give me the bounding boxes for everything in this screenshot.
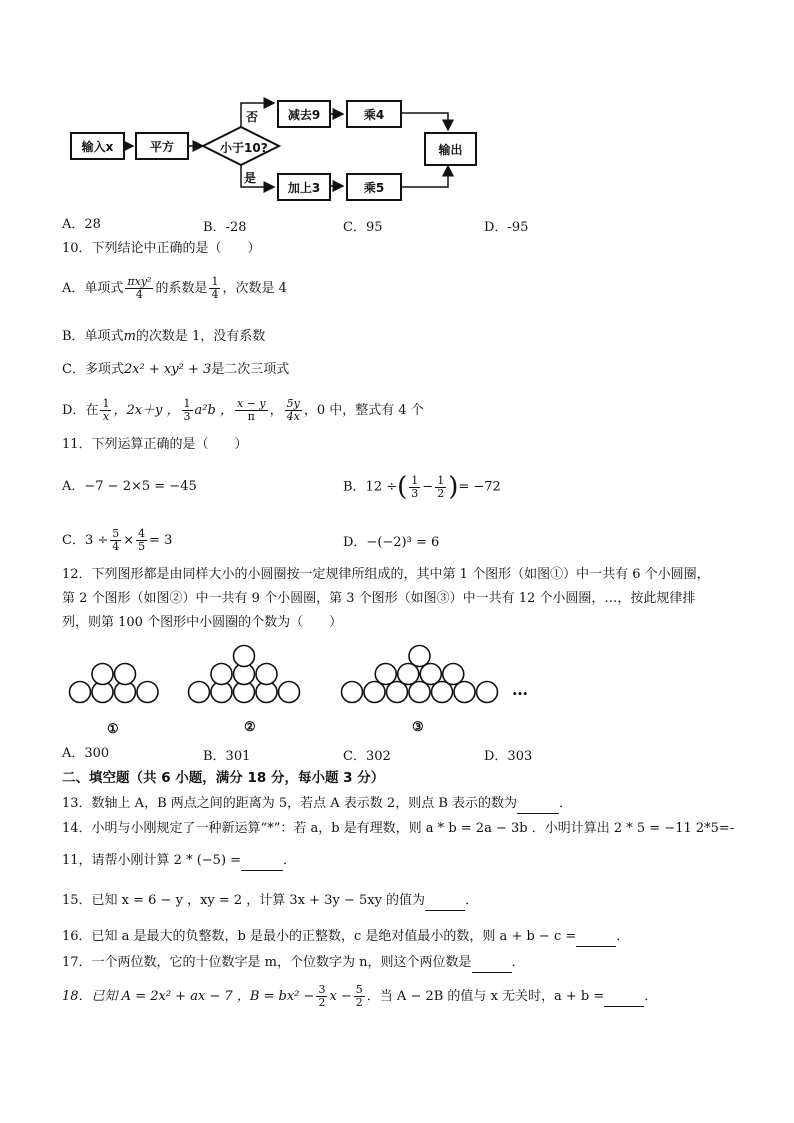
q11-b-suffix: = −72 bbox=[458, 479, 501, 495]
q10-option-d bbox=[62, 398, 424, 423]
q12-option-a: A．300 bbox=[62, 746, 110, 761]
q10-c-prefix: C．多项式 bbox=[62, 362, 124, 377]
q18-frac2 bbox=[354, 984, 365, 1009]
q10-option-b bbox=[62, 328, 265, 346]
q10-stem: 10．下列结论中正确的是（ ） bbox=[62, 241, 261, 256]
q11-c-prefix: C．3 ÷ bbox=[62, 533, 109, 548]
q17 bbox=[62, 954, 525, 973]
flow-times5-label: 乘5 bbox=[363, 180, 385, 195]
q12-option-b: B．301 bbox=[203, 749, 251, 764]
q10-d-frac4-num: x − y bbox=[236, 397, 266, 410]
q10-d-frac4 bbox=[235, 398, 268, 423]
q10-d-term3: a²b ， bbox=[194, 403, 233, 418]
q18-post: ．当 A − 2B 的值与 x 无关时，a + b = bbox=[366, 989, 605, 1004]
q16-end: ． bbox=[616, 929, 630, 944]
pattern-ellipsis: … bbox=[512, 680, 528, 699]
q10-d-suffix: ，0 中，整式有 4 个 bbox=[303, 403, 424, 418]
q10-option-a bbox=[62, 276, 287, 301]
q14-line1: 14．小明与小刚规定了一种新运算“*”：若 a，b 是有理数，则 a * b = 2a − 3b ．小明计算出 2 * 5 = −11 2*5=- bbox=[62, 821, 735, 836]
q11-stem: 11．下列运算正确的是（ ） bbox=[62, 437, 248, 452]
q16-answer-blank[interactable] bbox=[576, 928, 616, 947]
pattern-circle bbox=[234, 646, 255, 667]
fig-label-2: ② bbox=[244, 720, 256, 735]
q17-end: ． bbox=[511, 955, 525, 970]
pattern-circle bbox=[409, 682, 430, 703]
q15-answer-blank[interactable] bbox=[425, 892, 465, 911]
q10-d-frac5-num: 5y bbox=[286, 397, 300, 410]
pattern-circle bbox=[375, 664, 396, 685]
q10-a-prefix: A．单项式 bbox=[62, 281, 124, 296]
q10-d-term2: ，2x＋y ， bbox=[113, 403, 180, 418]
pattern-circle bbox=[443, 664, 464, 685]
q11-option-d: D．−(−2)³ = 6 bbox=[343, 535, 440, 550]
flow-times4-label: 乘4 bbox=[363, 107, 385, 122]
q11-c-frac1-den: 4 bbox=[112, 540, 120, 553]
q14-line2 bbox=[62, 852, 296, 871]
q10-c-expression: 2x² + xy² + 3 bbox=[123, 362, 212, 377]
q10-a-middle: 的系数是 bbox=[155, 281, 208, 296]
flow-decision-label: 小于10? bbox=[220, 141, 268, 155]
flow-plus3-box bbox=[277, 173, 331, 201]
q11-b-frac1 bbox=[409, 475, 420, 500]
q18-answer-blank[interactable] bbox=[604, 988, 644, 1007]
q11-option-a: A．−7 − 2×5 = −45 bbox=[62, 479, 197, 494]
q10-d-frac1-num: 1 bbox=[102, 397, 110, 410]
pattern-circle bbox=[387, 682, 408, 703]
flow-minus9-label: 减去9 bbox=[287, 107, 321, 122]
q18-frac1-num: 3 bbox=[318, 983, 326, 996]
pattern-circle bbox=[409, 646, 430, 667]
q14-answer-blank[interactable] bbox=[241, 852, 283, 871]
flow-no-label: 否 bbox=[246, 110, 259, 124]
q11-c-frac1 bbox=[110, 528, 121, 553]
q10-d-frac1 bbox=[100, 398, 111, 423]
q10-d-frac3-num: 1 bbox=[183, 397, 191, 410]
q17-answer-blank[interactable] bbox=[472, 954, 512, 973]
q10-d-frac5 bbox=[285, 398, 302, 423]
q11-b-rparen: ) bbox=[448, 472, 459, 502]
q10-a-suffix: ，次数是 4 bbox=[222, 281, 287, 296]
q11-option-c bbox=[62, 528, 172, 553]
pattern-circle bbox=[364, 682, 385, 703]
q16-text: 16．已知 a 是最大的负整数，b 是最小的正整数，c 是绝对值最小的数，则 a + b − c = bbox=[62, 929, 577, 944]
flow-input-box bbox=[70, 132, 125, 160]
q10-d-frac1-den: x bbox=[102, 410, 110, 423]
q14-end: ． bbox=[283, 853, 297, 868]
q15 bbox=[62, 892, 478, 911]
pattern-circle bbox=[432, 682, 453, 703]
q9-option-b: B．-28 bbox=[203, 220, 247, 235]
q10-c-suffix: 是二次三项式 bbox=[211, 362, 290, 377]
q10-a-denominator: 4 bbox=[135, 288, 143, 301]
circle-pattern-figures bbox=[0, 640, 794, 740]
q9-option-d: D．-95 bbox=[484, 220, 529, 235]
q11-b-frac2-num: 1 bbox=[437, 473, 445, 487]
q10-d-frac3 bbox=[182, 398, 193, 423]
q12-line2: 第 2 个图形（如图②）中一共有 9 个小圆圈，第 3 个图形（如图③）中一共有 12 个小圆圈，…，按此规律排 bbox=[62, 591, 696, 606]
flow-square-box bbox=[135, 132, 189, 160]
q11-b-minus: − bbox=[422, 479, 434, 495]
pattern-circle bbox=[92, 664, 113, 685]
flow-times5-box bbox=[346, 173, 402, 201]
q11-b-frac2-den: 2 bbox=[437, 486, 445, 500]
flow-plus3-label: 加上3 bbox=[287, 180, 321, 195]
pattern-circle bbox=[398, 664, 419, 685]
fig-label-1: ① bbox=[107, 722, 119, 737]
q11-c-frac1-num: 5 bbox=[112, 527, 120, 540]
q17-text: 17．一个两位数，它的十位数字是 m，个位数字为 n，则这个两位数是 bbox=[62, 955, 472, 970]
pattern-circle bbox=[189, 682, 210, 703]
q12-option-c: C．302 bbox=[343, 749, 391, 764]
q10-a-coef-denominator: 4 bbox=[211, 288, 219, 301]
q10-d-frac5-den: 4x bbox=[286, 410, 300, 423]
q11-b-lparen: ( bbox=[397, 472, 408, 502]
q10-d-frac4-den: π bbox=[247, 410, 255, 423]
q13-text: 13．数轴上 A，B 两点之间的距离为 5，若点 A 表示数 2，则点 B 表示的数为 bbox=[62, 796, 518, 811]
flow-output-label: 输出 bbox=[438, 142, 463, 157]
q10-d-frac3-den: 3 bbox=[183, 410, 191, 423]
fig-label-3: ③ bbox=[412, 720, 424, 735]
section-title: 二、填空题（共 6 小题，满分 18 分，每小题 3 分） bbox=[62, 770, 385, 786]
q9-option-c: C．95 bbox=[343, 220, 383, 235]
q11-c-times: × bbox=[123, 533, 135, 548]
q15-text: 15．已知 x = 6 − y ，xy = 2 ，计算 3x + 3y − 5xy 的值为 bbox=[62, 893, 426, 908]
flow-output-box bbox=[424, 132, 477, 166]
q10-a-coef-fraction bbox=[209, 276, 220, 301]
q18-frac1 bbox=[316, 984, 327, 1009]
q12-line1: 12．下列图形都是由同样大小的小圆圈按一定规律所组成的，其中第 1 个图形（如图①）中一共有 6 个小圆圈， bbox=[62, 567, 710, 582]
q11-c-frac2-den: 5 bbox=[138, 540, 146, 553]
q13-answer-blank[interactable] bbox=[517, 795, 559, 814]
q18-mid: x − bbox=[329, 989, 352, 1004]
flow-square-label: 平方 bbox=[149, 139, 174, 154]
flow-yes-label: 是 bbox=[244, 171, 257, 185]
pattern-circle bbox=[477, 682, 498, 703]
q10-option-c bbox=[62, 361, 289, 379]
q11-b-frac2 bbox=[435, 475, 446, 500]
q10-a-numerator: πxy² bbox=[127, 275, 152, 288]
q14-text: 11，请帮小刚计算 2 * (−5) = bbox=[62, 853, 242, 868]
q11-option-b bbox=[343, 468, 501, 507]
q10-d-term4: ， bbox=[269, 403, 283, 418]
pattern-circle bbox=[115, 664, 136, 685]
q18-frac1-den: 2 bbox=[318, 996, 326, 1009]
pattern-circle bbox=[137, 682, 158, 703]
flow-input-label: 输入x bbox=[81, 139, 114, 154]
q9-option-a: A．28 bbox=[62, 217, 101, 232]
pattern-circle bbox=[454, 682, 475, 703]
pattern-circle bbox=[279, 682, 300, 703]
pattern-circle bbox=[342, 682, 363, 703]
q18 bbox=[62, 984, 657, 1009]
q10-b-prefix: B．单项式 bbox=[62, 329, 124, 344]
q12-option-d: D．303 bbox=[484, 749, 533, 764]
q18-text: 18．已知 A = 2x² + ax − 7 ，B = bx² − bbox=[62, 989, 315, 1004]
q10-b-variable: m bbox=[123, 329, 136, 344]
flow-times4-box bbox=[346, 100, 402, 128]
pattern-circle bbox=[420, 664, 441, 685]
flow-minus9-box bbox=[277, 100, 331, 128]
q13-end: ． bbox=[559, 796, 573, 811]
q11-c-frac2-num: 4 bbox=[138, 527, 146, 540]
pattern-circle bbox=[70, 682, 91, 703]
q10-b-suffix: 的次数是 1，没有系数 bbox=[135, 329, 266, 344]
q10-a-coef-numerator: 1 bbox=[211, 275, 219, 288]
q12-line3: 列，则第 100 个图形中小圆圈的个数为（ ） bbox=[62, 615, 343, 630]
q11-b-prefix: B．12 ÷ bbox=[343, 479, 398, 495]
q16 bbox=[62, 928, 629, 947]
q10-d-prefix: D．在 bbox=[62, 403, 99, 418]
q10-a-fraction bbox=[125, 276, 153, 301]
q15-end: ． bbox=[465, 893, 479, 908]
pattern-circle bbox=[256, 664, 277, 685]
q11-b-frac1-num: 1 bbox=[411, 473, 419, 487]
q11-b-frac1-den: 3 bbox=[411, 486, 419, 500]
q18-frac2-den: 2 bbox=[355, 996, 363, 1009]
q18-frac2-num: 5 bbox=[355, 983, 363, 996]
q13 bbox=[62, 795, 572, 814]
q18-end: ． bbox=[644, 989, 658, 1004]
q11-c-frac2 bbox=[136, 528, 147, 553]
pattern-circle bbox=[211, 664, 232, 685]
q11-c-suffix: = 3 bbox=[149, 533, 173, 548]
